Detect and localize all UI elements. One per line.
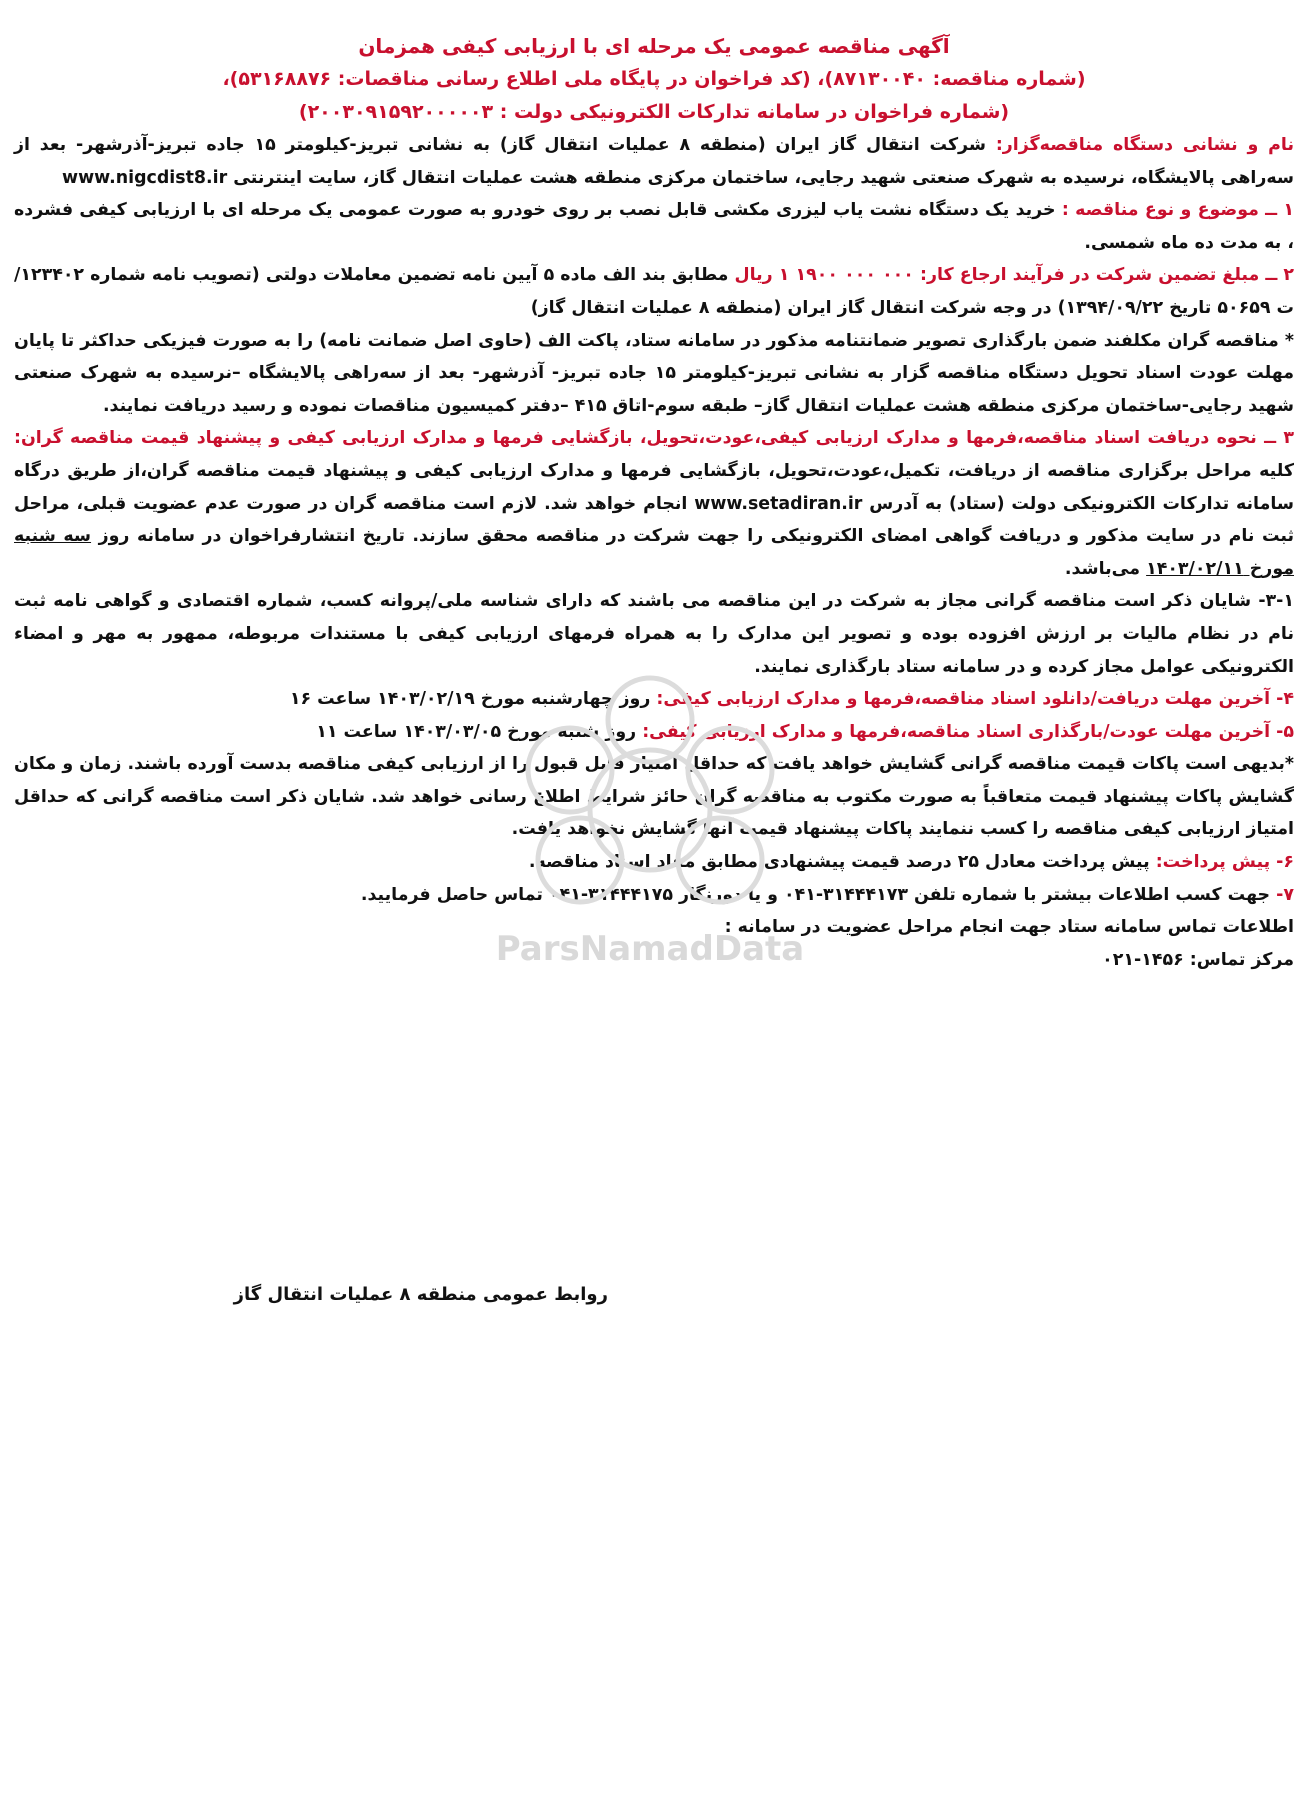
section-documents [14,422,1294,585]
signature: روابط عمومی منطقه ۸ عملیات انتقال گاز [233,1284,608,1305]
section-organizer [14,129,1294,194]
download-deadline-text: روز چهارشنبه مورخ ۱۴۰۳/۰۲/۱۹ ساعت ۱۶ [289,689,657,710]
documents-text-2: انجام خواهد شد. لازم است مناقصه گران در صورت عدم عضویت قبلی، مراحل ثبت نام در سایت مذکور و دریافت گواهی امضای الکترونیکی را جهت شرکت در مناقصه محقق سازند. تاریخ انتشارفراخوان در سامانه روز [14,493,1294,547]
guarantee-note: * مناقصه گران مکلفند ضمن بارگذاری تصویر ضمانتنامه مذکور در سامانه ستاد، پاکت الف (حاوی اصل ضمانت نامه) را به صورت فیزیکی حداکثر تا پایان مهلت عودت اسناد تحویل دستگاه مناقصه گزار به نشانی تبریز-کیلومتر ۱۵ جاده تبریز- آذرشهر- بعد از سه‌راهی پالایشگاه –نرسیده به شهرک صنعتی شهید رجایی-ساختمان مرکزی منطقه هشت عملیات انتقال گاز– طبقه سوم-اتاق ۴۱۵ –دفتر کمیسیون مناقصات نموده و رسید دریافت نمایند. [14,330,1294,416]
section-contact-info [14,879,1294,912]
prepayment-label: ۶- پیش پرداخت: [1155,852,1294,873]
setad-call-center: مرکز تماس: ۱۴۵۶-۰۲۱ [1102,949,1294,970]
documents-text-1: کلیه مراحل برگزاری مناقصه از دریافت، تکمیل،عودت،تحویل، بازگشایی فرمها و مدارک ارزیابی کیفی و پیشنهاد قیمت مناقصه گران،از طریق درگاه سامانه تدارکات الکترونیکی دولت (ستاد) به آدرس [14,460,1294,514]
guarantee-label: ۲ ــ مبلغ تضمین شرکت در فرآیند ارجاع کار: ۰۰۰ ۰۰۰ ۱۹۰۰ ۱ ریال [734,265,1294,286]
documents-end: می‌باشد. [1064,558,1147,579]
upload-deadline-text: روز شنبه مورخ ۱۴۰۳/۰۳/۰۵ ساعت ۱۱ [316,721,643,742]
guarantee-text: مطابق بند الف ماده ۵ آیین نامه تضمین معاملات دولتی (تصویب نامه شماره ۱۲۳۴۰۲/ت ۵۰۶۵۹ تاریخ ۱۳۹۴/۰۹/۲۲) در وجه شرکت انتقال گاز ایران (منطقه ۸ عملیات انتقال گاز) [14,265,1294,318]
organizer-text: شرکت انتقال گاز ایران (منطقه ۸ عملیات انتقال گاز) به نشانی تبریز-کیلومتر ۱۵ جاده تبریز-آذرشهر- بعد از سه‌راهی پالایشگاه، نرسیده به شهرک صنعتی شهید رجایی، ساختمان مرکزی منطقه هشت عملیات انتقال گاز، سایت اینترنتی [14,135,1294,188]
contact-number-label: ۷- [1276,884,1294,905]
upload-deadline-label: ۵- آخرین مهلت عودت/بارگذاری اسناد مناقصه،فرمها و مدارک ارزیابی کیفی: [642,721,1294,742]
organizer-website: www.nigcdist8.ir [62,167,228,188]
section-prepayment [14,846,1294,879]
price-envelope-note: *بدیهی است پاکات قیمت مناقصه گرانی گشایش خواهد یافت که حداقل امتیاز قابل قبول را از ارزیابی کیفی مناقصه بدست آورده باشند. زمان و مکان گشایش پاکات پیشنهاد قیمت متعاقباً به صورت مکتوب به مناقصه گران حائز شرایط اطلاع رسانی خواهد شد. شایان ذکر است مناقصه گرانی که حداقل امتیاز ارزیابی کیفی مناقصه را کسب ننمایند پاکات پیشنهاد قیمت آنها گشایش نخواهد یافت. [14,754,1294,840]
subject-label: ۱ ــ موضوع و نوع مناقصه : [1061,200,1294,221]
subject-text: خرید یک دستگاه نشت یاب لیزری مکشی قابل نصب بر روی خودرو به صورت عمومی یک مرحله ای با ارزیابی کیفی فشرده ، به مدت ده ماه شمسی. [14,200,1294,253]
watermark-text: ParsNamadData [495,929,805,969]
download-deadline-label: ۴- آخرین مهلت دریافت/دانلود اسناد مناقصه،فرمها و مدارک ارزیابی کیفی: [656,689,1294,710]
publish-date: سه شنبه مورخ ۱۴۰۳/۰۲/۱۱ [14,526,1294,579]
setad-number-line: (شماره فراخوان در سامانه تدارکات الکترونیکی دولت : ۲۰۰۳۰۹۱۵۹۲۰۰۰۰۰۳) [298,101,1010,123]
setad-contact-title: اطلاعات تماس سامانه ستاد جهت انجام مراحل عضویت در سامانه : [724,917,1294,938]
notice-title: آگهی مناقصه عمومی یک مرحله ای با ارزیابی کیفی همزمان [358,34,950,58]
tender-number-line: (شماره مناقصه: ۸۷۱۳۰۰۴۰)، (کد فراخوان در پایگاه ملی اطلاع رسانی مناقصات: ۵۳۱۶۸۸۷۶)، [222,68,1086,90]
section-eligibility: ۳-۱- شایان ذکر است مناقصه گرانی مجاز به شرکت در این مناقصه می باشند که دارای شناسه ملی/پروانه کسب، شماره اقتصادی و گواهی نامه ثبت نام در نظام مالیات بر ارزش افزوده بوده و تصویر این مدارک را به همراه فرمهای ارزیابی کیفی با مستندات مربوطه، ممهور به مهر و امضاء الکترونیکی عوامل مجاز کرده و در سامانه ستاد بارگذاری نمایند. [14,591,1294,677]
tender-notice [0,30,1308,976]
contact-text: جهت کسب اطلاعات بیشتر با شماره تلفن ۳۱۴۴۴۱۷۳-۰۴۱ و یا دورنگار ۳۱۴۴۴۱۷۵-۰۴۱ تماس حاصل فرمایید. [360,884,1277,905]
setad-website: www.setadiran.ir [694,493,863,514]
prepayment-text: پیش پرداخت معادل ۲۵ درصد قیمت پیشنهادی مطابق مفاد اسناد مناقصه. [528,852,1156,873]
section-download-deadline [14,683,1294,716]
section-guarantee [14,259,1294,324]
section-subject [14,194,1294,259]
section-upload-deadline [14,716,1294,749]
documents-label: ۳ ــ نحوه دریافت اسناد مناقصه،فرمها و مدارک ارزیابی کیفی،عودت،تحویل، بازگشایی فرمها و مدارک ارزیابی کیفی و پیشنهاد قیمت مناقصه گران: [14,428,1294,449]
organizer-label: نام و نشانی دستگاه مناقصه‌گزار: [995,135,1294,155]
